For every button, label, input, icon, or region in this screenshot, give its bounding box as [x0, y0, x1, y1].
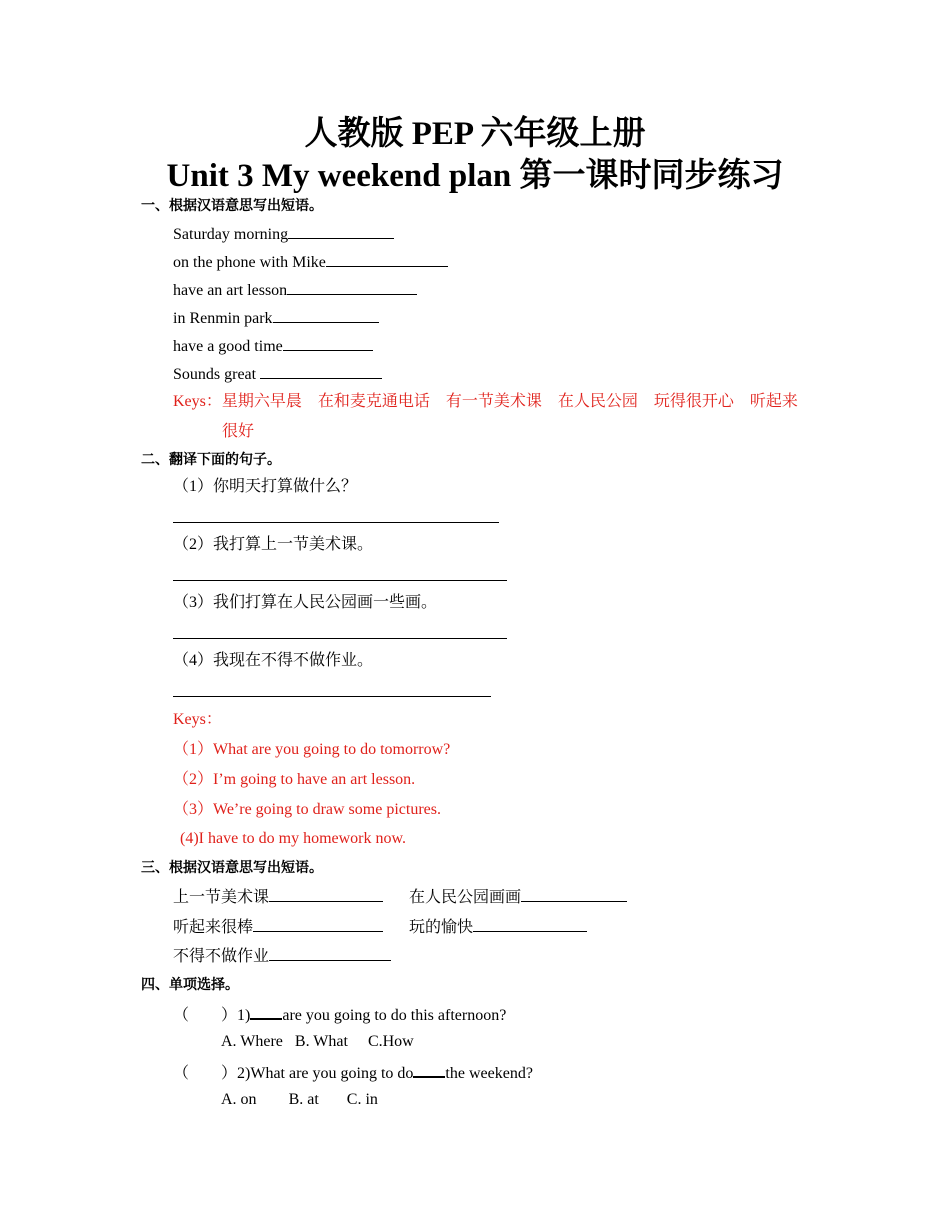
page-title: 人教版 PEP 六年级上册	[304, 116, 646, 152]
translation-question: （1）你明天打算做什么？	[173, 478, 358, 495]
section3-item-text: 上一节美术课	[173, 889, 270, 906]
answer-key: （2）I’m going to have an art lesson.	[173, 771, 416, 788]
translation-question: （2）我打算上一节美术课。	[173, 536, 374, 553]
mc-question-2	[173, 1060, 533, 1085]
mc-options-2	[221, 1089, 378, 1111]
section1-item	[173, 306, 379, 330]
section1-item-text: on the phone with Mike	[173, 254, 326, 271]
answer-line[interactable]	[173, 696, 491, 697]
answer-paren[interactable]: （ ）	[173, 1007, 238, 1024]
section1-item	[173, 362, 382, 386]
question-blank	[250, 1002, 282, 1020]
section3-item-text: 在人民公园画画	[409, 889, 522, 906]
answer-blank[interactable]	[273, 306, 379, 323]
option-a: A. Where	[221, 1033, 283, 1050]
mc-options-1	[221, 1031, 414, 1053]
keys-text: 星期六早晨 在和麦克通电话 有一节美术课 在人民公园 玩得很开心 听起来	[221, 393, 798, 410]
answer-blank[interactable]	[269, 885, 383, 902]
answer-line[interactable]	[173, 638, 507, 639]
section3-item	[173, 915, 383, 939]
option-b: B. at	[288, 1091, 319, 1108]
answer-blank[interactable]	[253, 915, 383, 932]
question-number: 1)	[237, 1007, 251, 1024]
section1-item	[173, 334, 373, 358]
section3-item	[409, 915, 587, 939]
option-b: B. What	[294, 1033, 348, 1050]
section1-keys	[173, 391, 798, 413]
answer-blank[interactable]	[521, 885, 627, 902]
section2-keys-label: Keys：	[173, 711, 222, 728]
section1-item-text: Sounds great	[173, 366, 261, 383]
section3-heading: 三、根据汉语意思写出短语。	[141, 860, 323, 876]
section1-item-text: have an art lesson	[173, 282, 288, 299]
section3-item	[173, 944, 391, 968]
answer-key: （1）What are you going to do tomorrow?	[173, 741, 451, 758]
section3-item-text: 玩的愉快	[409, 919, 474, 936]
section1-item-text: Saturday morning	[173, 226, 289, 243]
question-text: the weekend?	[445, 1065, 533, 1082]
section1-item-text: have a good time	[173, 338, 283, 355]
answer-blank[interactable]	[287, 278, 417, 295]
answer-line[interactable]	[173, 522, 499, 523]
translation-question: （3）我们打算在人民公园画一些画。	[173, 594, 438, 611]
answer-blank[interactable]	[326, 250, 448, 267]
section3-item-text: 听起来很棒	[173, 919, 254, 936]
section1-keys-cont: 很好	[222, 423, 255, 440]
section3-item	[409, 885, 627, 909]
section4-heading: 四、单项选择。	[141, 977, 239, 993]
option-a: A. on	[221, 1091, 257, 1108]
page-subtitle: Unit 3 My weekend plan 第一课时同步练习	[166, 158, 784, 194]
translation-question: （4）我现在不得不做作业。	[173, 652, 374, 669]
answer-blank[interactable]	[283, 334, 373, 351]
option-c: C.How	[367, 1033, 414, 1050]
question-text: are you going to do this afternoon?	[282, 1007, 507, 1024]
section1-item-text: in Renmin park	[173, 310, 273, 327]
keys-label: Keys：	[173, 393, 222, 410]
answer-paren[interactable]: （ ）	[173, 1065, 238, 1082]
section3-item-text: 不得不做作业	[173, 948, 270, 965]
question-text: 2)What are you going to do	[237, 1065, 414, 1082]
answer-blank[interactable]	[288, 222, 394, 239]
answer-line[interactable]	[173, 580, 507, 581]
answer-key: (4)I have to do my homework now.	[180, 830, 407, 847]
section1-item	[173, 250, 448, 274]
option-c: C. in	[346, 1091, 378, 1108]
answer-key: （3）We’re going to draw some pictures.	[173, 801, 441, 818]
section1-heading: 一、根据汉语意思写出短语。	[141, 198, 323, 214]
answer-blank[interactable]	[260, 362, 382, 379]
section3-item	[173, 885, 383, 909]
answer-blank[interactable]	[269, 944, 391, 961]
section2-heading: 二、翻译下面的句子。	[141, 452, 281, 468]
question-blank	[413, 1060, 445, 1078]
section1-item	[173, 278, 417, 302]
answer-blank[interactable]	[473, 915, 587, 932]
mc-question-1	[173, 1002, 506, 1027]
section1-item	[173, 222, 394, 246]
